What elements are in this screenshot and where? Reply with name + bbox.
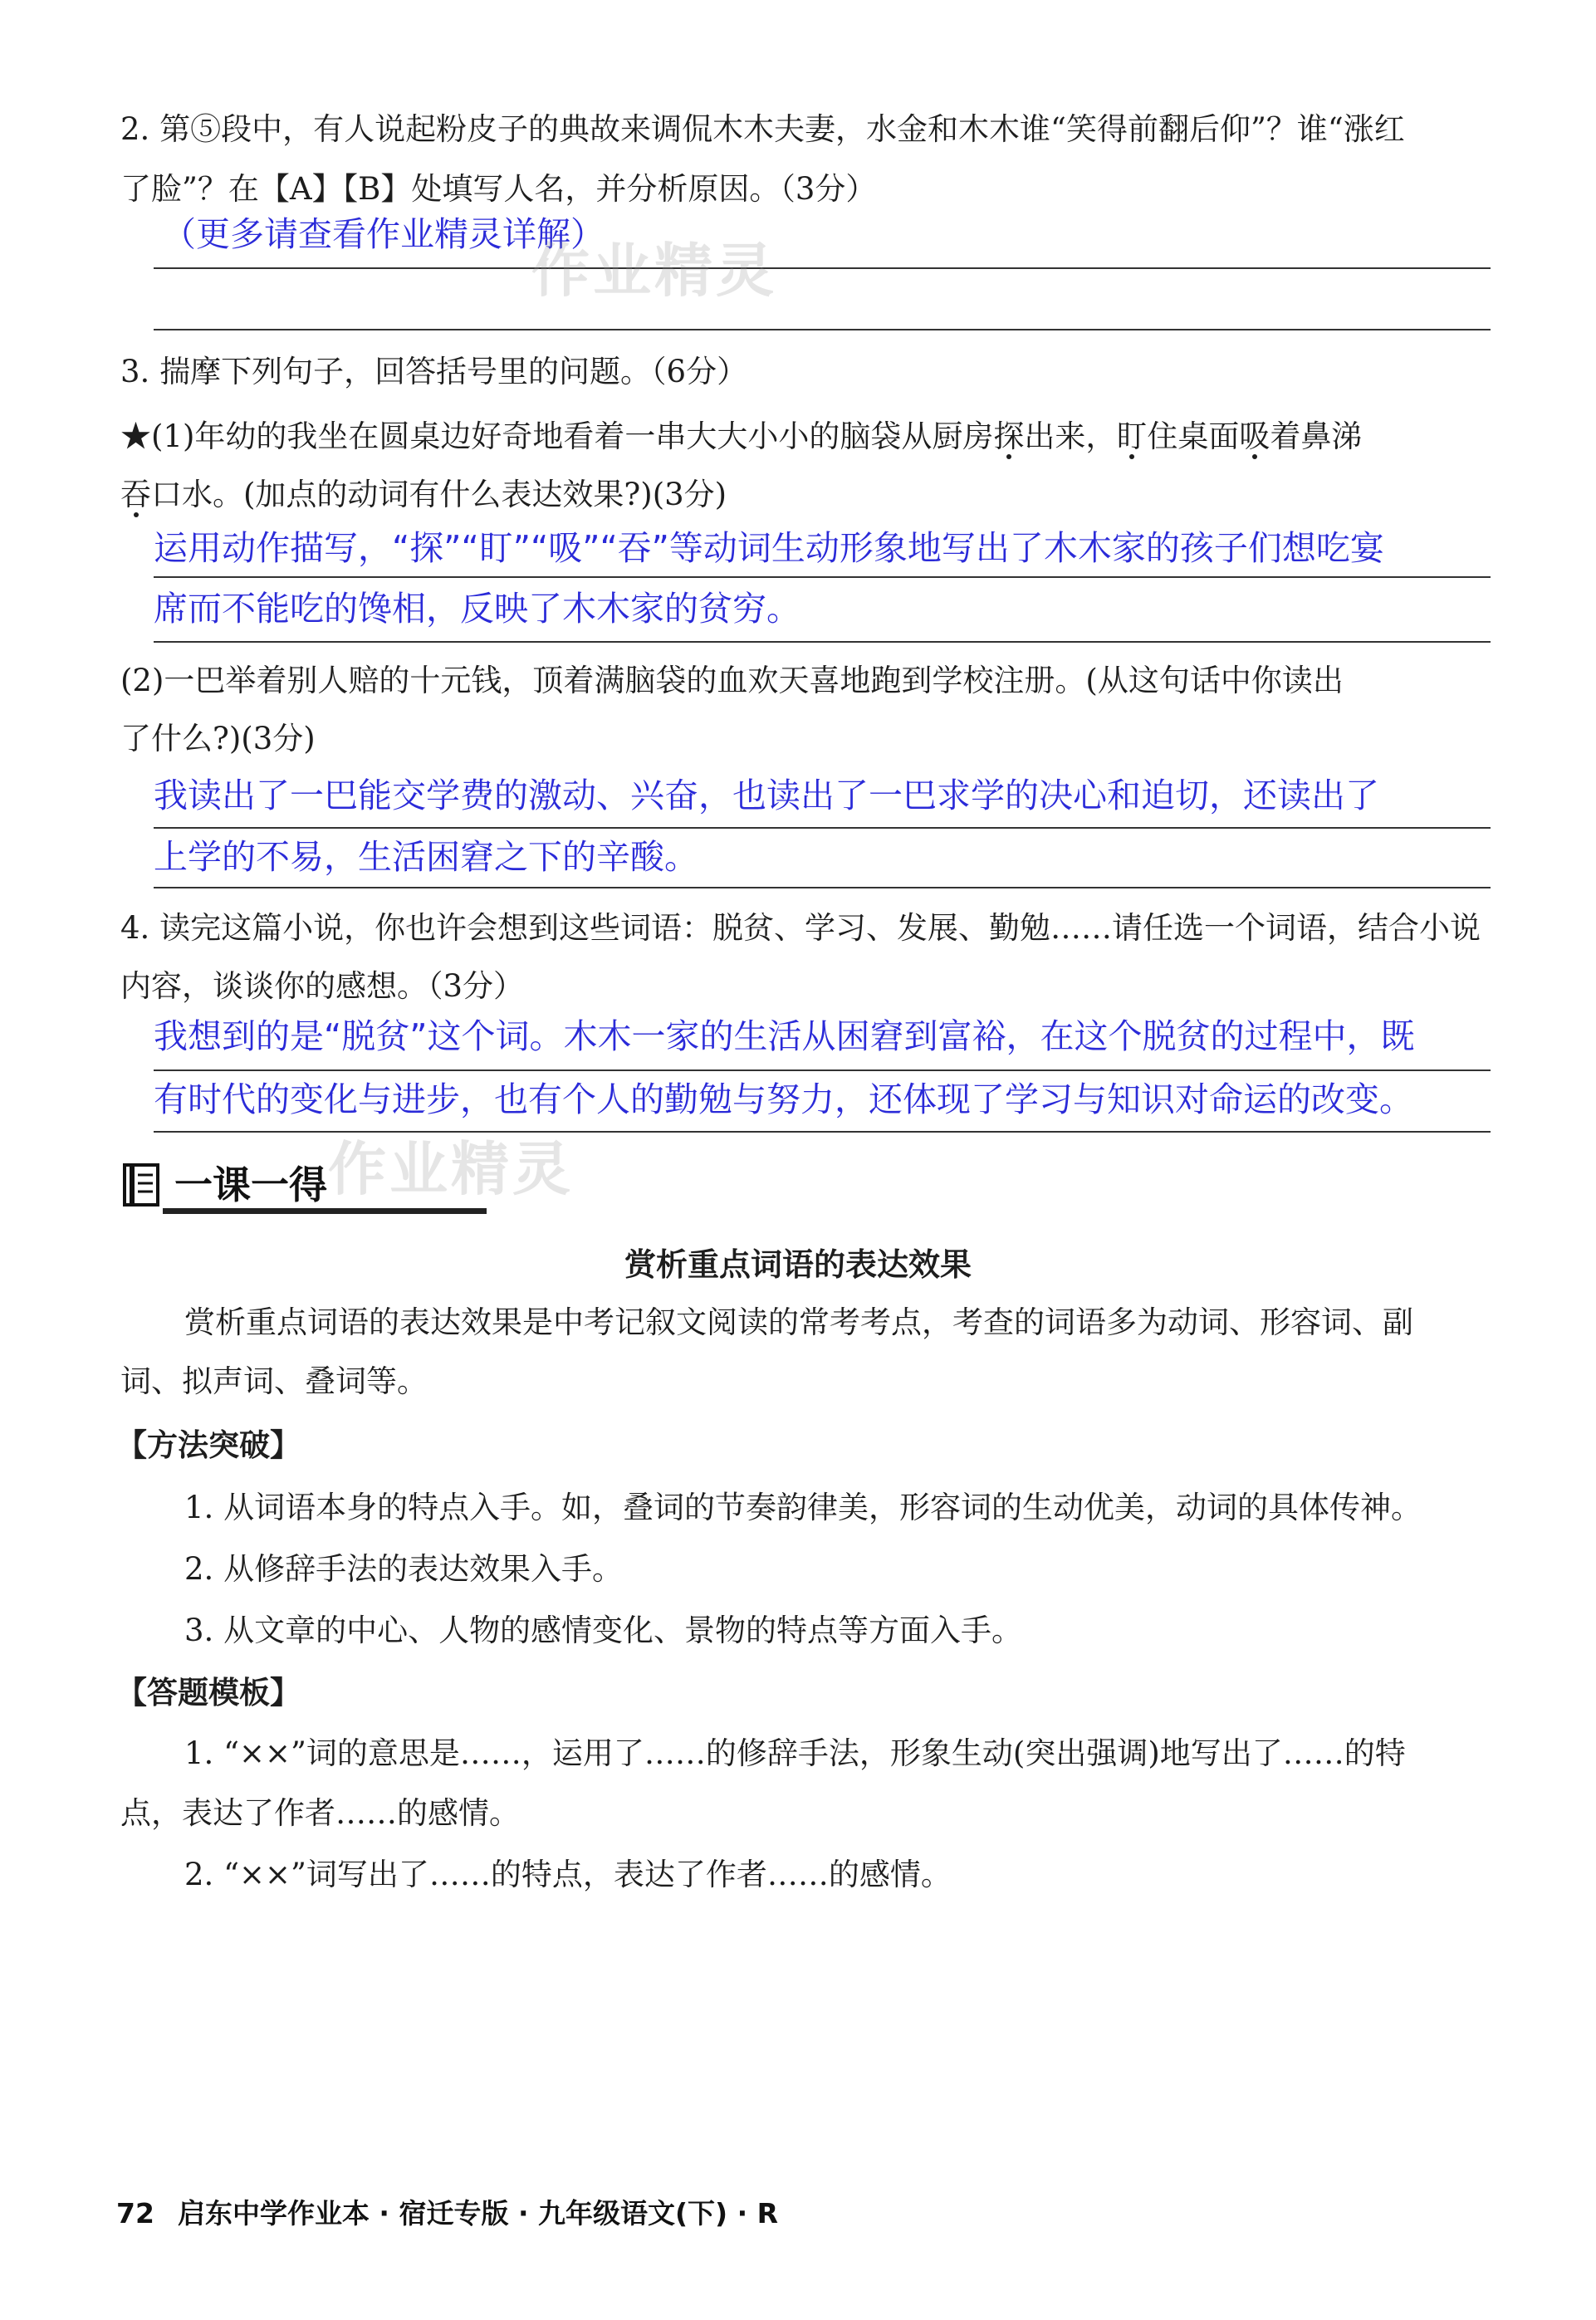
dotted-word: 吞 bbox=[120, 477, 151, 512]
q2-line-2: 了脸”？在【A】【B】处填写人名，并分析原因。（3分） bbox=[120, 171, 877, 207]
watermark: 作业精灵 bbox=[328, 1135, 574, 1203]
page-number: 72 bbox=[116, 2197, 154, 2229]
q3-answer-2-line-2[interactable]: 上学的不易，生活困窘之下的辛酸。 bbox=[154, 837, 698, 877]
intro-line-2: 词、拟声词、叠词等。 bbox=[120, 1363, 428, 1399]
notebook-icon bbox=[123, 1163, 163, 1208]
q3-sentence-1-line-2 bbox=[120, 472, 1491, 518]
answer-rule bbox=[154, 329, 1491, 330]
template-item-1-line-2: 点，表达了作者……的感情。 bbox=[120, 1795, 520, 1831]
q3-sentence-1-line-1 bbox=[120, 414, 1491, 460]
watermark: 作业精灵 bbox=[531, 237, 777, 305]
q3-answer-1-line-2[interactable]: 席而不能吃的馋相，反映了木木家的贫穷。 bbox=[154, 589, 800, 629]
method-item: 2. 从修辞手法的表达效果入手。 bbox=[184, 1551, 624, 1587]
intro-line-1: 赏析重点词语的表达效果是中考记叙文阅读的常考考点，考查的词语多为动词、形容词、副 bbox=[184, 1304, 1413, 1340]
sentence-text: ★(1)年幼的我坐在圆桌边好奇地看着一串大大小小的脑袋从厨房 bbox=[120, 418, 994, 454]
section-header bbox=[123, 1158, 372, 1216]
q3-answer-2-line-1[interactable]: 我读出了一巴能交学费的激动、兴奋，也读出了一巴求学的决心和迫切，还读出了 bbox=[154, 776, 1379, 815]
sentence-text: 口水。(加点的动词有什么表达效果?)(3分) bbox=[151, 477, 727, 512]
answer-rule bbox=[154, 887, 1491, 888]
q4-answer-line-1[interactable]: 我想到的是“脱贫”这个词。木木一家的生活从困窘到富裕，在这个脱贫的过程中，既 bbox=[154, 1016, 1415, 1056]
dotted-word: 探 bbox=[993, 418, 1025, 454]
template-item-1-line-1: 1. “××”词的意思是……，运用了……的修辞手法，形象生动(突出强调)地写出了……的特 bbox=[184, 1735, 1406, 1771]
q3-answer-1-line-1[interactable]: 运用动作描写，“探”“盯”“吸”“吞”等动词生动形象地写出了木木家的孩子们想吃宴 bbox=[154, 528, 1384, 568]
section-head-title: 一课一得 bbox=[174, 1162, 327, 1207]
sentence-text: 住桌面 bbox=[1147, 418, 1240, 454]
method-item: 3. 从文章的中心、人物的感情变化、景物的特点等方面入手。 bbox=[184, 1613, 1023, 1648]
book-title: 启东中学作业本 · 宿迁专版 · 九年级语文(下) · R bbox=[177, 2197, 779, 2229]
answer-rule bbox=[154, 827, 1491, 829]
section-underline bbox=[163, 1208, 487, 1214]
dotted-word: 吸 bbox=[1239, 418, 1270, 454]
q4-line-1: 4. 读完这篇小说，你也许会想到这些词语：脱贫、学习、发展、勤勉……请任选一个词语，结合小说 bbox=[120, 910, 1481, 946]
sentence-text: 着鼻涕 bbox=[1270, 418, 1363, 454]
answer-rule bbox=[154, 576, 1491, 578]
q3-sentence-2-line-2: 了什么?)(3分) bbox=[120, 721, 316, 756]
answer-rule bbox=[154, 641, 1491, 643]
method-heading: 【方法突破】 bbox=[116, 1427, 301, 1463]
q2-answer[interactable]: （更多请查看作业精灵详解） bbox=[162, 214, 605, 254]
q4-line-2: 内容，谈谈你的感想。（3分） bbox=[120, 968, 525, 1004]
template-item-2: 2. “××”词写出了……的特点，表达了作者……的感情。 bbox=[184, 1857, 952, 1892]
dotted-word: 盯 bbox=[1116, 418, 1148, 454]
method-item: 1. 从词语本身的特点入手。如，叠词的节奏韵律美，形容词的生动优美，动词的具体传神。 bbox=[184, 1490, 1422, 1525]
q3-sentence-2-line-1: (2)一巴举着别人赔的十元钱，顶着满脑袋的血欢天喜地跑到学校注册。(从这句话中你读出 bbox=[120, 663, 1344, 698]
q3-title: 3. 揣摩下列句子，回答括号里的问题。（6分） bbox=[120, 354, 748, 389]
page-footer bbox=[116, 2192, 778, 2231]
q4-answer-line-2[interactable]: 有时代的变化与进步，也有个人的勤勉与努力，还体现了学习与知识对命运的改变。 bbox=[154, 1079, 1413, 1119]
answer-rule bbox=[154, 1069, 1491, 1071]
sentence-text: 出来， bbox=[1024, 418, 1117, 454]
section-title: 赏析重点词语的表达效果 bbox=[624, 1246, 972, 1283]
q2-line-1: 2. 第⑤段中，有人说起粉皮子的典故来调侃木木夫妻，水金和木木谁“笑得前翻后仰”？谁“涨红 bbox=[120, 111, 1405, 147]
template-heading: 【答题模板】 bbox=[116, 1674, 301, 1711]
answer-rule bbox=[154, 267, 1491, 269]
